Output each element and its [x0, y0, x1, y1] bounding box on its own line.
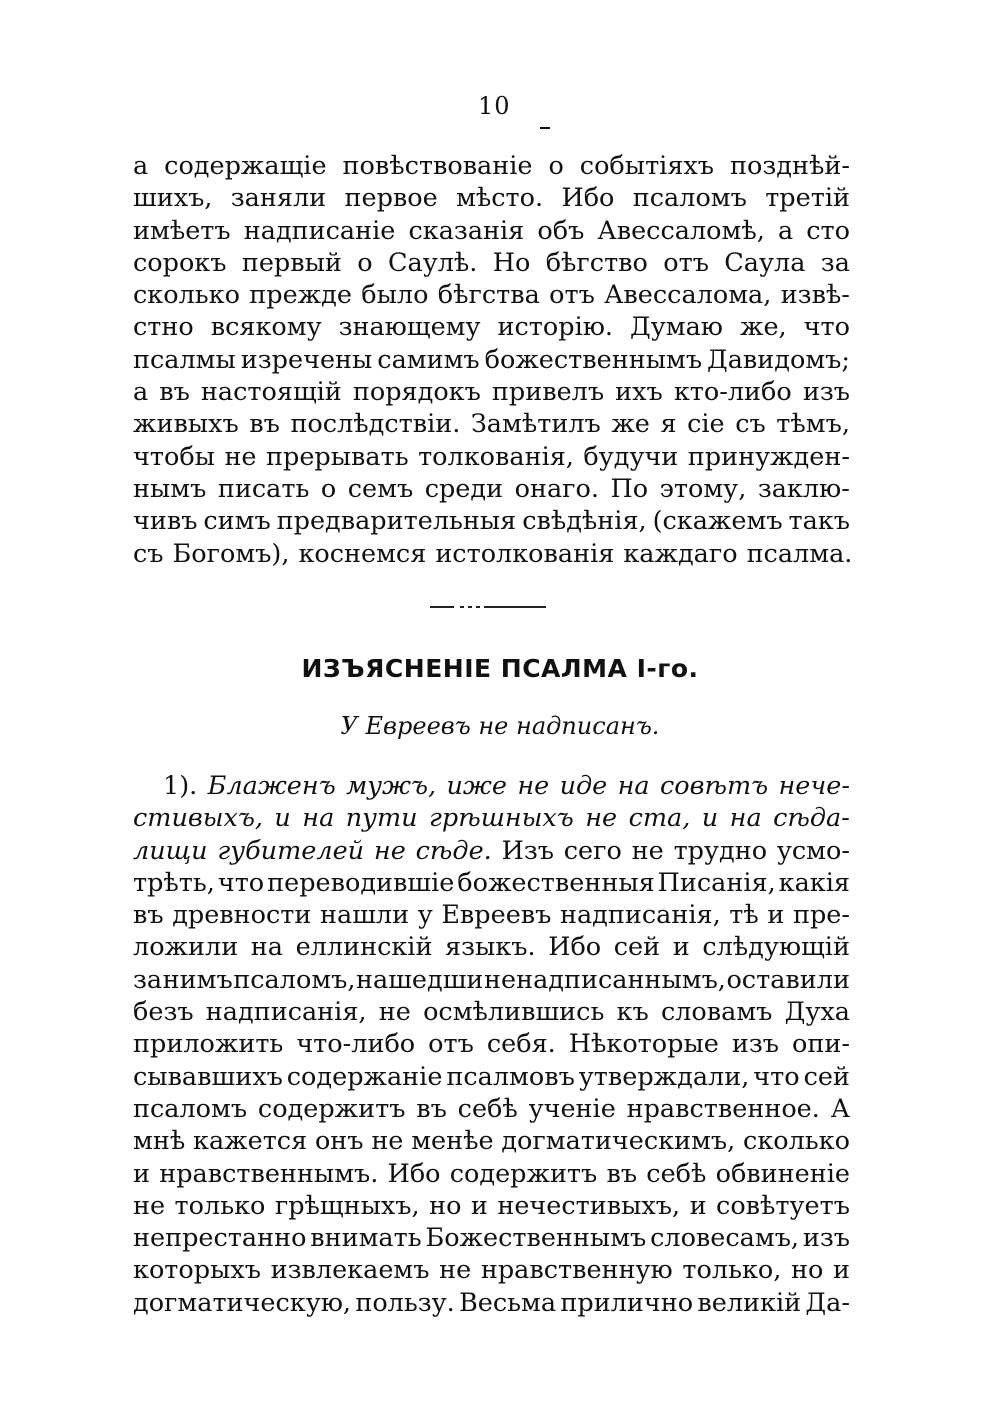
- text-line: [133, 931, 850, 963]
- word: нравственное.: [626, 1093, 820, 1124]
- word: что: [803, 312, 850, 343]
- scripture-word: совѣтъ: [659, 771, 769, 801]
- word: въ: [416, 1093, 447, 1124]
- word: а: [133, 151, 149, 181]
- word: и: [470, 1190, 488, 1221]
- word: мѣсто.: [456, 183, 544, 214]
- word: каждаго: [623, 538, 738, 569]
- word: позднѣй-: [730, 151, 850, 181]
- word: нравственную: [480, 1255, 673, 1286]
- section-divider: [430, 606, 546, 609]
- text-line: [133, 802, 850, 834]
- text-line: [133, 835, 850, 867]
- text-line: [133, 1125, 850, 1157]
- scripture-word: ста,: [628, 803, 691, 834]
- word: у: [417, 900, 433, 931]
- word: исторію.: [497, 312, 614, 343]
- text-line: [133, 1254, 850, 1286]
- word: ненадписаннымъ,: [483, 964, 726, 995]
- text-line: [133, 473, 850, 505]
- word: третій: [765, 183, 850, 214]
- word: надписанія,: [559, 900, 721, 931]
- word: живыхъ: [133, 409, 239, 440]
- word: не: [371, 1126, 404, 1157]
- word: тѣмъ,: [776, 409, 850, 440]
- word: трудно: [673, 835, 768, 866]
- word: и: [767, 900, 785, 931]
- word: грѣщныхъ,: [274, 1190, 420, 1221]
- scripture-word: не: [373, 835, 406, 866]
- text-line: [133, 441, 850, 473]
- word: сто: [806, 215, 850, 246]
- text-line: [133, 344, 850, 376]
- word: первый: [241, 247, 342, 278]
- word: что: [753, 1061, 800, 1092]
- word: истолкованія: [435, 538, 615, 569]
- word: нравственнымъ.: [159, 1158, 379, 1189]
- word: же,: [740, 312, 787, 343]
- word: что-либо: [296, 1029, 416, 1060]
- word: божественнымъ: [484, 344, 703, 375]
- word: ихъ: [615, 377, 663, 408]
- word: изъ: [731, 1029, 779, 1060]
- word: привелъ: [491, 377, 605, 408]
- word: о: [548, 151, 564, 181]
- scripture-word: и: [274, 803, 291, 834]
- word: себѣ: [457, 1093, 518, 1124]
- word: изъ: [802, 1223, 850, 1254]
- word: Ибо: [548, 932, 602, 963]
- text-line: [133, 1028, 850, 1060]
- word: заклю-: [757, 473, 850, 504]
- word: бѣгства: [437, 280, 540, 311]
- word: содержащіе: [164, 151, 327, 181]
- word: знающему: [338, 312, 481, 343]
- word: чтобы: [133, 441, 215, 472]
- word: принужден-: [687, 441, 850, 472]
- word: Саулѣ.: [387, 247, 478, 278]
- word: Ибо: [561, 183, 615, 214]
- word: (скажемъ: [652, 506, 783, 537]
- word: онаго.: [514, 473, 599, 504]
- text-line: [133, 1287, 850, 1319]
- verse-number: 1).: [163, 771, 198, 801]
- word: писать: [217, 473, 310, 504]
- word: еллинскій: [295, 932, 433, 963]
- scripture-word: Блаженъ: [207, 771, 336, 801]
- word: осмѣлившись: [423, 997, 605, 1028]
- word: опи-: [791, 1029, 850, 1060]
- word: прерывать: [266, 441, 409, 472]
- word: сего: [563, 835, 622, 866]
- text-line: [133, 1158, 850, 1190]
- word: чивъ: [133, 506, 198, 537]
- scripture-word: на: [617, 771, 650, 801]
- word: изречены: [240, 344, 373, 375]
- scripture-word: лищи: [133, 835, 208, 866]
- text-line: [133, 1190, 850, 1222]
- word: первое: [344, 183, 438, 214]
- word: сколько: [133, 280, 240, 311]
- word: Евреевъ: [441, 900, 552, 931]
- word: было: [361, 280, 429, 311]
- text-line: [133, 538, 853, 570]
- word: Авессалома,: [604, 280, 772, 311]
- word: среди: [424, 473, 504, 504]
- word: а: [777, 215, 794, 246]
- text-line: [133, 964, 850, 996]
- text-line: [133, 1061, 850, 1093]
- word: сколько: [743, 1126, 850, 1157]
- word: имѣетъ: [133, 215, 231, 246]
- scripture-word: иже: [446, 771, 507, 801]
- word: о: [320, 473, 337, 504]
- scripture-word: не: [585, 803, 618, 834]
- word: совѣтуетъ: [716, 1190, 850, 1221]
- word: словесамъ,: [650, 1223, 800, 1254]
- scripture-word: сѣда-: [773, 803, 850, 834]
- word: А: [830, 1093, 850, 1124]
- word: ученіе: [528, 1093, 616, 1124]
- word: Да-: [805, 1287, 850, 1318]
- word: великій: [697, 1287, 802, 1318]
- word: о: [357, 247, 373, 278]
- page-mark: [540, 127, 550, 129]
- word: въ: [249, 409, 280, 440]
- word: усмо-: [776, 835, 850, 866]
- text-line: [133, 770, 850, 802]
- word: нечестивыхъ,: [497, 1190, 681, 1221]
- text-line: [133, 1093, 850, 1125]
- word: нымъ: [133, 473, 207, 504]
- word: догматическимъ,: [501, 1126, 736, 1157]
- word: нашедши: [356, 964, 484, 995]
- word: нимъ: [162, 964, 233, 995]
- word: Саула: [724, 247, 806, 278]
- word: и: [672, 932, 690, 963]
- word: псалмы: [133, 344, 236, 375]
- word: тѣ: [729, 900, 759, 931]
- word: отъ: [549, 280, 595, 311]
- scripture-word: иде: [559, 771, 608, 801]
- word: за: [820, 247, 850, 278]
- word: псалмовъ: [446, 1061, 575, 1092]
- word: событіяхъ: [579, 151, 715, 181]
- word: содержитъ: [257, 1093, 406, 1124]
- scripture-word: на: [302, 803, 335, 834]
- word: порядокъ: [352, 377, 481, 408]
- word: пользу.: [355, 1287, 455, 1318]
- word: только,: [682, 1255, 782, 1286]
- word: Думаю: [630, 312, 724, 343]
- word: Ибо: [387, 1158, 441, 1189]
- word: надписанія,: [205, 997, 367, 1028]
- scripture-word: пути: [345, 803, 418, 834]
- word: послѣдствіи.: [290, 409, 461, 440]
- word: въ: [133, 900, 164, 931]
- word: изъ: [802, 377, 850, 408]
- text-line: [133, 311, 850, 343]
- text-line: [133, 150, 850, 182]
- word: утверждали,: [578, 1061, 750, 1092]
- scripture-word: стивыхъ,: [133, 803, 263, 834]
- word: кто-либо: [673, 377, 792, 408]
- word: Весьма: [459, 1287, 557, 1318]
- scripture-word: сѣде.: [415, 835, 492, 866]
- paragraph-continuation: [133, 150, 853, 570]
- word: сіе: [687, 409, 725, 440]
- word: Давидомъ;: [707, 344, 850, 375]
- word: прежде: [249, 280, 352, 311]
- word: къ: [616, 997, 649, 1028]
- page-number: 10: [478, 92, 511, 120]
- word: повѣствованіе: [342, 151, 533, 181]
- word: себя.: [486, 1029, 556, 1060]
- word: не: [631, 835, 664, 866]
- text-line: [133, 996, 850, 1028]
- word: самимъ: [377, 344, 480, 375]
- word: переводившіе: [267, 867, 455, 898]
- word: коснемся: [298, 538, 427, 569]
- word: такъ: [788, 506, 850, 537]
- scripture-word: грѣшныхъ: [429, 803, 574, 834]
- word: себѣ: [646, 1158, 707, 1189]
- word: догматическую,: [133, 1287, 352, 1318]
- word: Духа: [784, 997, 850, 1028]
- word: извлекаемъ: [270, 1255, 430, 1286]
- word: не: [224, 441, 257, 472]
- word: не: [133, 1190, 166, 1221]
- word: божественныя: [457, 867, 655, 898]
- word: за: [133, 964, 163, 995]
- word: но: [429, 1190, 462, 1221]
- word: псаломъ,: [233, 964, 356, 995]
- word: словамъ: [660, 997, 773, 1028]
- word: Изъ: [501, 835, 554, 866]
- text-line: [133, 182, 850, 214]
- word: и: [832, 1255, 850, 1286]
- word: всякому: [210, 312, 322, 343]
- word: сей: [613, 932, 661, 963]
- word: кажется: [193, 1126, 308, 1157]
- section-heading: ИЗЪЯСНЕНІЕ ПСАЛМА І-го.: [301, 654, 699, 683]
- word: содержаніе: [286, 1061, 443, 1092]
- word: содержитъ: [449, 1158, 598, 1189]
- word: пре-: [792, 900, 850, 931]
- word: приложить: [133, 1029, 284, 1060]
- word: сывавшихъ: [133, 1061, 283, 1092]
- scripture-word: мужъ,: [346, 771, 437, 801]
- word: Авессаломѣ,: [597, 215, 765, 246]
- word: Богомъ),: [172, 538, 290, 569]
- word: на: [250, 932, 283, 963]
- word: псаломъ: [632, 183, 747, 214]
- word: Божественнымъ: [425, 1223, 647, 1254]
- word: въ: [159, 377, 190, 408]
- word: безъ: [133, 997, 194, 1028]
- text-line: [133, 1222, 850, 1254]
- word: какія: [778, 867, 850, 898]
- word: трѣть,: [133, 867, 215, 898]
- word: псаломъ: [133, 1093, 248, 1124]
- scripture-word: и: [701, 803, 719, 834]
- word: шихъ,: [133, 183, 213, 214]
- word: будучи: [583, 441, 679, 472]
- scripture-word: на: [729, 803, 762, 834]
- text-line: [133, 899, 850, 931]
- word: не: [439, 1255, 472, 1286]
- word: же: [611, 409, 650, 440]
- word: но: [790, 1255, 824, 1286]
- text-line: [133, 867, 850, 899]
- word: толкованія,: [418, 441, 574, 472]
- word: надписаніе: [243, 215, 396, 246]
- word: свѣдѣнія,: [522, 506, 647, 537]
- word: заняли: [230, 183, 327, 214]
- word: стно: [133, 312, 194, 343]
- text-line: [133, 247, 850, 279]
- word: симъ: [203, 506, 271, 537]
- word: Нѣкоторые: [568, 1029, 719, 1060]
- word: я: [660, 409, 677, 440]
- word: сорокъ: [133, 247, 227, 278]
- word: въ: [606, 1158, 638, 1189]
- paragraph-psalm-1: [133, 770, 850, 1319]
- word: нашли: [320, 900, 410, 931]
- word: слѣдующій: [702, 932, 850, 963]
- word: сей: [803, 1061, 850, 1092]
- word: что: [217, 867, 265, 898]
- text-line: [133, 376, 850, 408]
- word: менѣе: [411, 1126, 494, 1157]
- word: и: [133, 1158, 150, 1189]
- word: а: [133, 377, 149, 408]
- section-subheading: У Евреевъ не надписанъ.: [340, 712, 660, 740]
- word: языкъ.: [445, 932, 536, 963]
- text-line: [133, 505, 850, 537]
- word: непрестанно: [133, 1223, 307, 1254]
- scripture-word: губителей: [217, 835, 365, 866]
- word: съ: [735, 409, 766, 440]
- word: настоящій: [200, 377, 342, 408]
- word: Но: [492, 247, 531, 278]
- word: ложили: [133, 932, 239, 963]
- word: бѣгство: [545, 247, 648, 278]
- word: По: [610, 473, 649, 504]
- word: отъ: [428, 1029, 474, 1060]
- word: извѣ-: [780, 280, 850, 311]
- word: мнѣ: [133, 1126, 186, 1157]
- word: прилично: [560, 1287, 694, 1318]
- word: обвиненіе: [715, 1158, 850, 1189]
- text-line: [133, 279, 850, 311]
- word: съ: [133, 538, 164, 569]
- word: семъ: [347, 473, 414, 504]
- word: сказанія: [408, 215, 525, 246]
- word: предварительныя: [276, 506, 517, 537]
- scripture-word: нече-: [778, 771, 850, 801]
- word: не: [378, 997, 411, 1028]
- word: псалма.: [746, 538, 853, 569]
- word: внимать: [310, 1223, 422, 1254]
- word: которыхъ: [133, 1255, 261, 1286]
- word: Замѣтилъ: [470, 409, 601, 440]
- word: объ: [537, 215, 585, 246]
- text-line: [133, 215, 850, 247]
- word: только: [174, 1190, 266, 1221]
- word: этому,: [659, 473, 747, 504]
- word: оставили: [726, 964, 850, 995]
- word: онъ: [314, 1126, 364, 1157]
- scripture-word: не: [517, 771, 550, 801]
- word: отъ: [663, 247, 709, 278]
- text-line: [133, 408, 850, 440]
- word: Писанія,: [657, 867, 776, 898]
- word: древности: [172, 900, 312, 931]
- word: и: [689, 1190, 707, 1221]
